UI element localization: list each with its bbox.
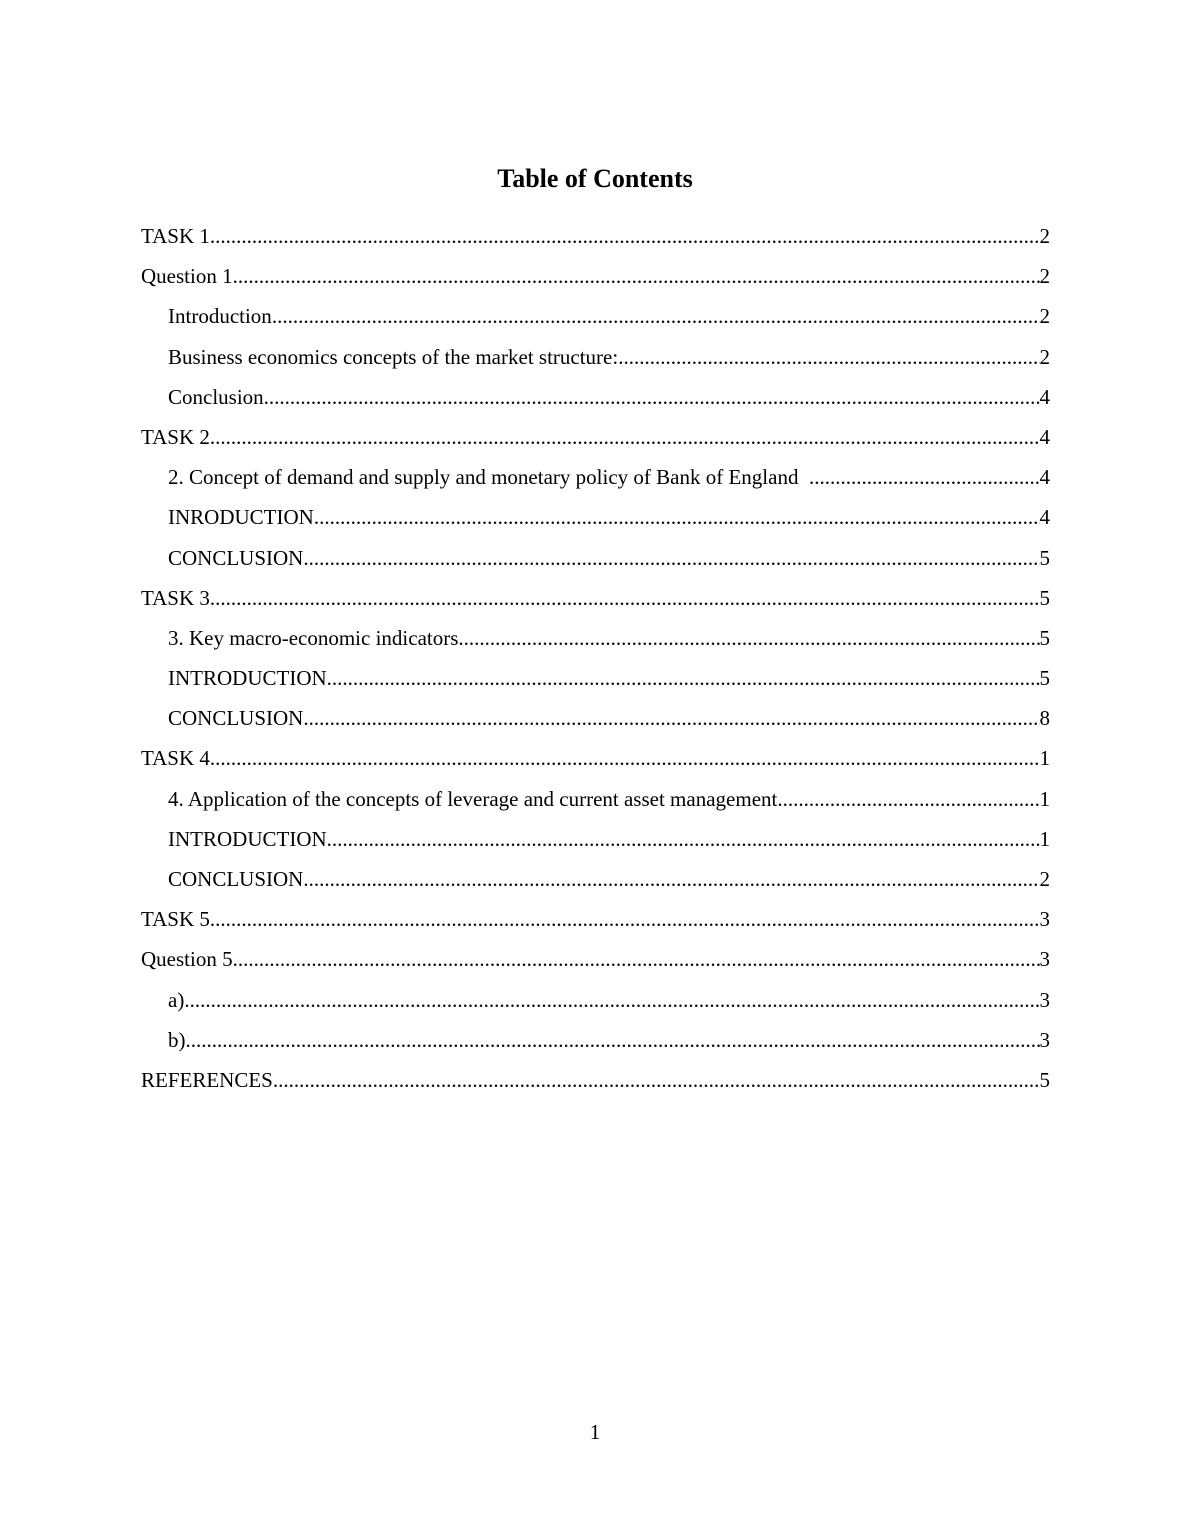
- toc-entry[interactable]: [141, 221, 1050, 261]
- toc-entry-label: INRODUCTION: [168, 505, 314, 530]
- table-of-contents: [141, 221, 1050, 1105]
- toc-entry-page-number: 2: [1039, 224, 1050, 248]
- toc-entry-page-number: 5: [1039, 666, 1050, 691]
- toc-entry-page-number: 5: [1039, 1067, 1050, 1092]
- toc-entry[interactable]: [141, 623, 1050, 663]
- toc-entry-label: TASK 1: [141, 224, 210, 248]
- toc-entry-label: INTRODUCTION: [168, 826, 327, 851]
- toc-dot-leader: [184, 985, 1039, 1015]
- toc-entry-page-number: 2: [1039, 344, 1050, 369]
- toc-entry[interactable]: [141, 824, 1050, 864]
- toc-entry[interactable]: [141, 543, 1050, 583]
- toc-entry-page-number: 1: [1039, 826, 1050, 851]
- toc-entry-label: TASK 2: [141, 424, 210, 449]
- toc-dot-leader: [303, 543, 1039, 573]
- toc-entry[interactable]: [141, 663, 1050, 703]
- toc-entry-label: b): [168, 1027, 186, 1052]
- toc-entry-label: Business economics concepts of the market structure:: [168, 344, 619, 369]
- toc-dot-leader: [314, 502, 1040, 532]
- toc-entry[interactable]: [141, 583, 1050, 623]
- toc-entry[interactable]: [141, 462, 1050, 502]
- toc-dot-leader: [210, 743, 1040, 773]
- toc-entry[interactable]: [141, 422, 1050, 462]
- toc-dot-leader: [210, 904, 1040, 934]
- toc-entry-page-number: 1: [1039, 786, 1050, 811]
- toc-dot-leader: [264, 382, 1040, 412]
- toc-entry-label: TASK 5: [141, 907, 210, 932]
- toc-entry-page-number: 4: [1039, 424, 1050, 449]
- toc-entry-page-number: 3: [1039, 1027, 1050, 1052]
- toc-entry-label: CONCLUSION: [168, 545, 304, 570]
- toc-entry-label: CONCLUSION: [168, 867, 304, 891]
- toc-dot-leader: [233, 261, 1040, 291]
- toc-entry-label: INTRODUCTION: [168, 666, 327, 691]
- toc-entry[interactable]: [141, 261, 1050, 301]
- toc-entry[interactable]: [141, 1025, 1050, 1065]
- toc-dot-leader: [210, 422, 1040, 452]
- toc-entry[interactable]: [141, 864, 1050, 904]
- toc-entry-page-number: 2: [1039, 304, 1050, 329]
- toc-entry[interactable]: [141, 342, 1050, 382]
- toc-entry-label: a): [168, 987, 185, 1012]
- toc-entry-page-number: 8: [1039, 706, 1050, 731]
- toc-entry-label: TASK 4: [141, 746, 210, 771]
- toc-dot-leader: [777, 784, 1039, 814]
- toc-entry-label: Introduction: [168, 304, 272, 329]
- toc-entry-page-number: 5: [1039, 625, 1050, 650]
- toc-dot-leader: [273, 1065, 1040, 1095]
- toc-entry[interactable]: [141, 944, 1050, 984]
- toc-entry-page-number: 3: [1039, 907, 1050, 932]
- toc-entry-label: Question 1: [141, 264, 233, 289]
- toc-dot-leader: [210, 583, 1040, 613]
- toc-entry-label: 3. Key macro-economic indicators: [168, 625, 459, 650]
- toc-entry-page-number: 2: [1039, 867, 1050, 891]
- toc-entry[interactable]: [141, 1065, 1050, 1105]
- toc-dot-leader: [303, 703, 1039, 733]
- toc-entry[interactable]: [141, 382, 1050, 422]
- toc-entry-page-number: 5: [1039, 585, 1050, 610]
- toc-dot-leader: [809, 462, 1040, 492]
- toc-dot-leader: [458, 623, 1039, 653]
- toc-entry-label: 4. Application of the concepts of leverage and current asset management: [168, 786, 778, 811]
- toc-entry-label: 2. Concept of demand and supply and monetary policy of Bank of England: [168, 465, 809, 490]
- toc-dot-leader: [233, 944, 1040, 974]
- page-title: Table of Contents: [497, 164, 693, 193]
- page-number: 1: [589, 1420, 601, 1444]
- toc-entry-label: CONCLUSION: [168, 706, 304, 731]
- toc-dot-leader: [303, 864, 1039, 894]
- toc-entry-page-number: 4: [1039, 465, 1050, 490]
- toc-dot-leader: [272, 301, 1040, 331]
- toc-entry[interactable]: [141, 703, 1050, 743]
- toc-entry-label: Conclusion: [168, 384, 264, 409]
- toc-entry-label: REFERENCES: [141, 1067, 273, 1092]
- toc-entry-page-number: 3: [1039, 987, 1050, 1012]
- toc-entry[interactable]: [141, 784, 1050, 824]
- toc-entry-label: Question 5: [141, 947, 233, 972]
- toc-entry-page-number: 4: [1039, 505, 1050, 530]
- toc-entry-page-number: 2: [1039, 264, 1050, 289]
- toc-entry-page-number: 5: [1039, 545, 1050, 570]
- toc-entry-label: TASK 3: [141, 585, 210, 610]
- toc-entry[interactable]: [141, 301, 1050, 341]
- toc-dot-leader: [327, 663, 1040, 693]
- toc-dot-leader: [210, 221, 1040, 251]
- toc-dot-leader: [327, 824, 1040, 854]
- toc-entry-page-number: 4: [1039, 384, 1050, 409]
- toc-entry[interactable]: [141, 743, 1050, 783]
- toc-entry-page-number: 1: [1039, 746, 1050, 771]
- toc-entry[interactable]: [141, 502, 1050, 542]
- toc-dot-leader: [186, 1025, 1040, 1055]
- toc-entry-page-number: 3: [1039, 947, 1050, 972]
- toc-entry[interactable]: [141, 985, 1050, 1025]
- toc-dot-leader: [618, 342, 1039, 372]
- toc-entry[interactable]: [141, 904, 1050, 944]
